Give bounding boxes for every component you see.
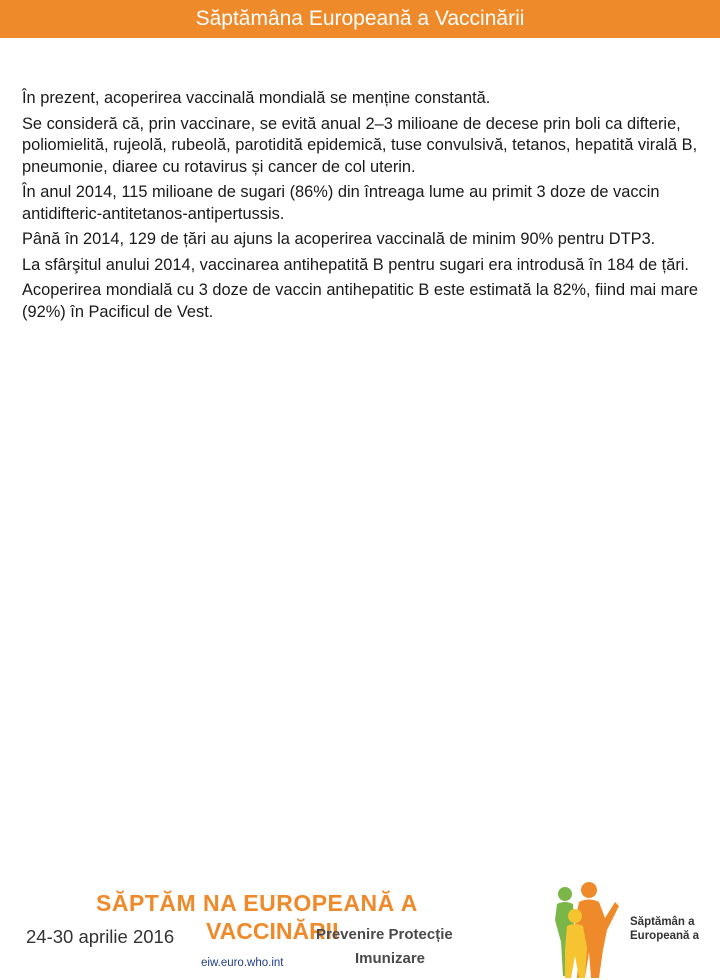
slide-title: Săptămâna Europeană a Vaccinării: [195, 7, 525, 30]
paragraph-hepatitis-b-countries: La sfârşitul anului 2014, vaccinarea antihepatită B pentru sugari era introdusă în 184 de țări.: [22, 255, 689, 274]
paragraph-coverage: În prezent, acoperirea vaccinală mondială se menține constantă.: [22, 89, 491, 107]
paragraph-dtp3-countries: Până în 2014, 129 de țări au ajuns la acoperirea vaccinală de minim 90% pentru DTP3.: [22, 230, 656, 248]
campaign-tagline: Prevenire Protecție: [316, 926, 453, 943]
campaign-tagline-immunization: Imunizare: [355, 950, 426, 967]
side-campaign-label: Săptămân a Europeană a: [630, 916, 700, 942]
campaign-logo-people-icon: [545, 880, 623, 980]
campaign-date: 24-30 aprilie 2016: [26, 926, 175, 947]
title-bar: [0, 0, 720, 38]
paragraph-hepatitis-b-coverage: Acoperirea mondială cu 3 doze de vaccin antihepatitic B este estimată la 82%, fiind mai mare (92%) în Pacificul de Vest.: [22, 281, 699, 321]
campaign-title-line1: SĂPTĂM NA EUROPEANĂ A: [96, 890, 418, 916]
paragraph-deaths-prevented: Se consideră că, prin vaccinare, se evită anual 2–3 milioane de decese prin boli ca difterie, poliomielită, rujeolă, rubeolă, parotidită epidemică, tuse convulsivă, tetanos, hepatită virală B, pneumonie, diaree cu rotavirus și cancer de col uterin.: [22, 114, 698, 176]
slide-body: [22, 88, 702, 327]
campaign-title-line2: VACCINĂRII: [206, 918, 339, 944]
campaign-footer: [0, 440, 720, 969]
paragraph-infants-2014: În anul 2014, 115 milioane de sugari (86%) din întreaga lume au primit 3 doze de vaccin antidifteric-antitetanos-antipertussis.: [22, 183, 660, 223]
campaign-website-link[interactable]: eiw.euro.who.int: [201, 957, 284, 969]
